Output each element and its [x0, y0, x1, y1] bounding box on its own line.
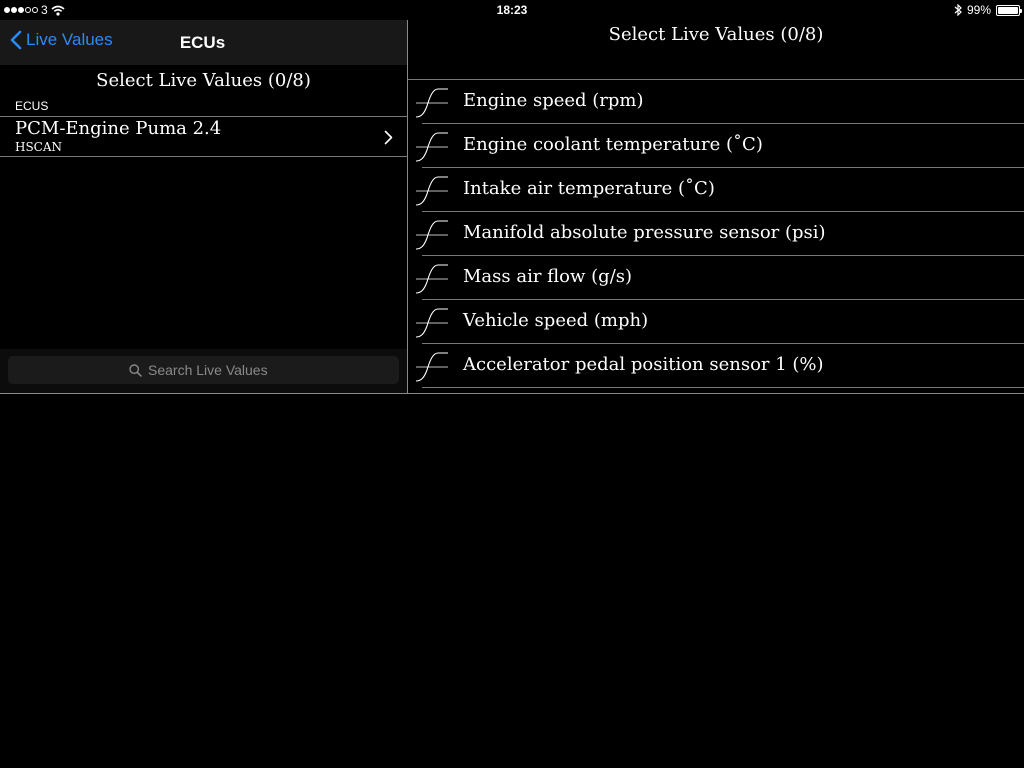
live-value-label: Mass air flow (g/s) [463, 266, 633, 287]
sine-wave-icon [415, 130, 449, 164]
bluetooth-icon [954, 4, 962, 16]
live-value-label: Vehicle speed (mph) [463, 310, 649, 331]
nav-title-text: ECUs [179, 33, 226, 52]
search-icon [129, 364, 142, 377]
search-field[interactable] [8, 356, 399, 384]
sine-wave-icon [415, 86, 449, 120]
detail-heading: Select Live Values (0/8) [408, 20, 1024, 80]
search-bar [0, 349, 407, 393]
ecu-master-pane [0, 20, 407, 393]
live-value-item[interactable] [408, 300, 1024, 344]
live-value-item[interactable] [408, 344, 1024, 388]
live-value-item[interactable] [408, 168, 1024, 212]
live-value-label: Engine coolant temperature (˚C) [463, 134, 763, 155]
search-input[interactable] [148, 362, 278, 378]
live-value-item[interactable] [408, 124, 1024, 168]
live-value-label: Accelerator pedal position sensor 1 (%) [463, 354, 824, 375]
sine-wave-icon [415, 262, 449, 296]
live-value-item[interactable] [408, 212, 1024, 256]
ecu-bus: HSCAN [15, 140, 63, 154]
nav-title [0, 33, 407, 53]
battery-percent: 99% [966, 3, 991, 17]
status-bar-right [954, 3, 1020, 17]
chevron-right-icon [384, 130, 393, 145]
navigation-bar [0, 20, 407, 65]
back-button-label: Live Values [26, 30, 113, 49]
live-value-item[interactable] [408, 80, 1024, 124]
live-value-label: Intake air temperature (˚C) [463, 178, 715, 199]
carrier-label: 3 [41, 3, 48, 17]
live-value-item[interactable] [408, 256, 1024, 300]
section-header-ecus: ECUS [15, 99, 49, 113]
live-value-label: Engine speed (rpm) [463, 90, 644, 111]
sine-wave-icon [415, 174, 449, 208]
sine-wave-icon [415, 306, 449, 340]
battery-fill [998, 7, 1018, 14]
sine-wave-icon [415, 218, 449, 252]
live-values-list [408, 80, 1024, 388]
live-value-label: Manifold absolute pressure sensor (psi) [463, 222, 826, 243]
status-bar [0, 0, 1024, 20]
live-values-detail-pane [408, 20, 1024, 393]
ecu-name: PCM-Engine Puma 2.4 [15, 118, 222, 139]
status-time: 18:23 [496, 3, 528, 17]
master-heading: Select Live Values (0/8) [96, 70, 311, 91]
ecu-list-item[interactable] [0, 116, 407, 157]
battery-icon [996, 5, 1020, 16]
bottom-divider [0, 393, 1024, 394]
sine-wave-icon [415, 350, 449, 384]
